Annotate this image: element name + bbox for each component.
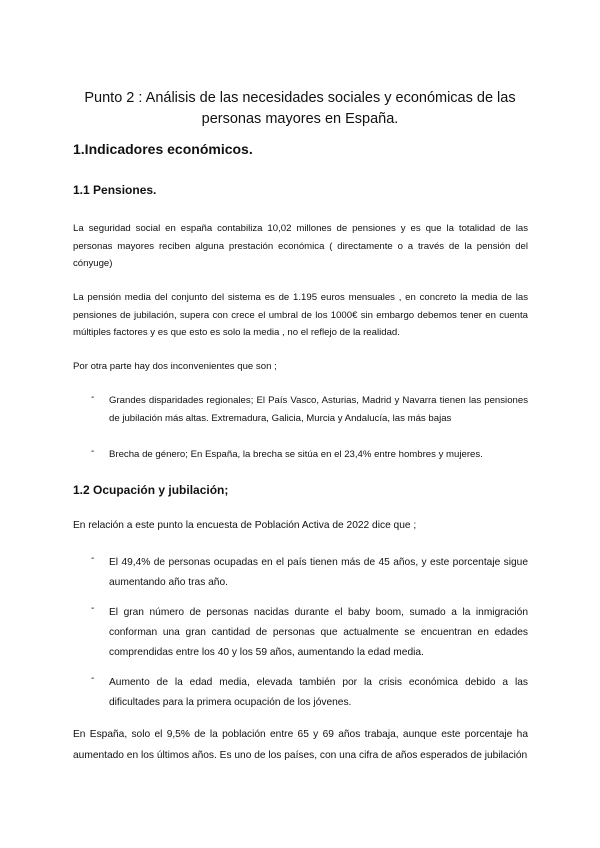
paragraph-pensiones-2: La pensión media del conjunto del sistema es de 1.195 euros mensuales , en concreto la media de las pensiones de jubilación, supera con crece el umbral de los 1000€ sin embargo debemos tener en cuenta múltiples factores y es que esto es solo la media , no el reflejo de la realidad. xyxy=(73,292,528,338)
list-item-text: El 49,4% de personas ocupadas en el país tienen más de 45 años, y este porcentaje sigue aumentando año tras año. xyxy=(109,557,528,588)
list-item-text: Brecha de género; En España, la brecha se sitúa en el 23,4% entre hombres y mujeres. xyxy=(109,449,483,460)
paragraph-ocupacion-intro: En relación a este punto la encuesta de Población Activa de 2022 dice que ; xyxy=(73,520,417,531)
bullet-dash: - xyxy=(91,673,95,684)
bullet-dash: - xyxy=(91,446,95,457)
subsection-heading-pensiones: 1.1 Pensiones. xyxy=(73,183,157,197)
section-heading-indicadores: 1.Indicadores económicos. xyxy=(73,141,253,157)
document-title: Punto 2 : Análisis de las necesidades sociales y económicas de las personas mayores en España. xyxy=(84,90,516,127)
paragraph-inconvenientes: Por otra parte hay dos inconvenientes que son ; xyxy=(73,361,277,372)
bullet-dash: - xyxy=(91,553,95,564)
list-item-text: El gran número de personas nacidas durante el baby boom, sumado a la inmigración conforman una gran cantidad de personas que actualmente se encuentran en edades comprendidas entre los 40 y los 59 años, aumentando la edad media. xyxy=(109,607,528,658)
bullet-dash: - xyxy=(91,603,95,614)
list-item-text: Aumento de la edad media, elevada también por la crisis económica debido a las dificultades para la primera ocupación de los jóvenes. xyxy=(109,677,528,708)
paragraph-pensiones-1: La seguridad social en españa contabiliza 10,02 millones de pensiones y es que la totalidad de las personas mayores reciben alguna prestación económica ( directamente o a través de la pensión del cónyuge) xyxy=(73,223,528,269)
subsection-heading-ocupacion: 1.2 Ocupación y jubilación; xyxy=(73,483,229,497)
paragraph-ocupacion-closing: En España, solo el 9,5% de la población entre 65 y 69 años trabaja, aunque este porcentaje ha aumentado en los últimos años. Es uno de los países, con una cifra de años esperados de jubilación xyxy=(73,729,528,761)
list-item-text: Grandes disparidades regionales; El País Vasco, Asturias, Madrid y Navarra tienen las pensiones de jubilación más altas. Extremadura, Galicia, Murcia y Andalucía, las más bajas xyxy=(109,395,528,424)
bullet-dash: - xyxy=(91,392,95,403)
